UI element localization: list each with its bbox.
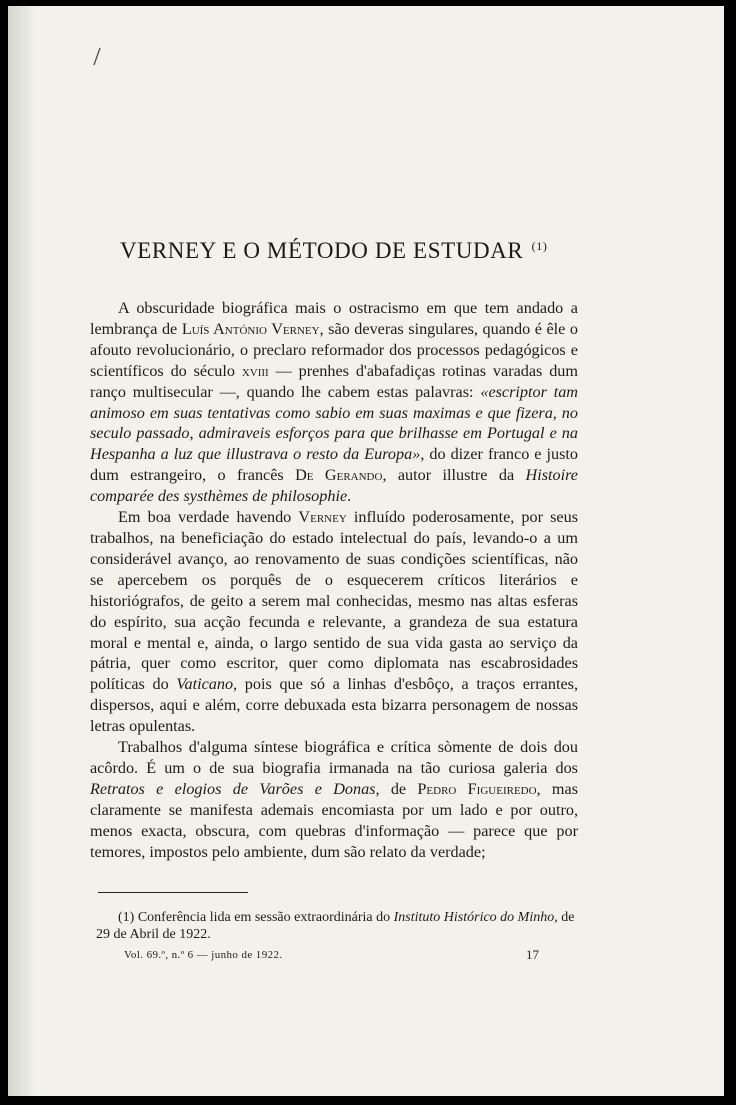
paragraph-text-run: «escriptor tam animoso em suas tentativas como sabio em suas maximas e que fizera, no seculo passado, admiraveis esforços para que brilhasse em Portugal e na Hespanha a luz que illustrava o resto da Europa»: [90, 382, 578, 464]
footnote-text-run: de 29 de Abril de 1922.: [96, 910, 575, 942]
paragraph-text-run: Vaticano,: [176, 675, 238, 694]
paragraph-3: [90, 737, 578, 862]
title-footnote-ref: (1): [531, 239, 548, 253]
paragraph-text-run: Verney: [298, 508, 347, 527]
paragraph-text-run: .: [347, 487, 352, 506]
page-footer-volume: Vol. 69.º, n.º 6 — junho de 1922.: [124, 949, 283, 961]
paragraph-text-run: — prenhes d'abafadiças rotinas varadas dum ranço multisecular —, quando lhe cabem estas palavras:: [90, 361, 578, 401]
paragraph-text-run: A obscuridade biográfica mais o ostracismo em que tem andado a lembrança de: [90, 299, 578, 338]
paragraph-text-run: De Gerando: [295, 466, 383, 485]
pencil-mark-icon: [90, 46, 104, 68]
footnote-separator: [98, 892, 248, 893]
article-body: [90, 298, 578, 862]
footnote-text-run: (1) Conferência lida em sessão extraordinária do: [118, 910, 394, 925]
paragraph-text-run: xviii: [241, 361, 269, 380]
paragraph-text-run: pois que só a linhas d'esbôço, a traços errantes, dispersos, aqui e além, corre debuxada esta bizarra personagem de nossas letras opulentas.: [90, 675, 578, 736]
paragraph-text-run: Retratos e elogios de Varões e Donas,: [90, 779, 380, 798]
paragraph-text-run: de: [379, 779, 418, 798]
paragraph-text-run: influído poderosamente, por seus trabalhos, na beneficiação do estado intelectual do país, levando-o a um considerável avanço, ao renovamento de suas condições scientíficas, não se apercebem os porquês de o esquecerem críticos literários e historiógrafos, de geito a serem mal conhecidas, mesmo nas altas esferas do espírito, sua acção fecunda e relevante, a grandeza de sua estatura moral e mental e, ainda, o largo sentido de sua vida gasta ao serviço da pátria, quer como escritor, quer como diplomata nas escabrosidades políticas do: [90, 508, 578, 694]
document-page: [8, 6, 724, 1096]
paragraph-text-run: , do dizer franco e justo dum estrangeiro, o francês: [90, 445, 578, 485]
article-title: [120, 238, 590, 264]
paragraph-text-run: , mas claramente se manifesta ademais encomiasta por um lado e por outro, menos exacta, obscura, com quebras d'informação — parece que por temores, impostos pelo ambiente, dum são relato da verdade;: [90, 779, 578, 861]
paragraph-text-run: , autor illustre da: [382, 466, 526, 485]
paragraph-text-run: Luís António Verney: [181, 319, 320, 338]
footnote: [96, 909, 580, 943]
page-number: 17: [526, 947, 539, 962]
paragraph-text-run: Pedro Figueiredo: [417, 779, 537, 798]
page-edge-shadow: [8, 6, 36, 1096]
paragraph-2: [90, 507, 578, 737]
paragraph-text-run: Trabalhos d'alguma síntese biográfica e crítica sòmente de dois dou acôrdo. É um o de sua biografia irmanada na tão curiosa galeria dos: [90, 738, 578, 777]
footnote-text-run: Instituto Histórico do Minho,: [393, 910, 558, 925]
paragraph-text-run: Em boa verdade havendo: [118, 508, 299, 527]
article-title-text: VERNEY E O MÉTODO DE ESTUDAR: [120, 238, 524, 263]
paragraph-text-run: Histoire comparée des systhèmes de philosophie: [90, 466, 578, 506]
paragraph-1: [90, 298, 578, 507]
paragraph-text-run: , são deveras singulares, quando é êle o afouto revolucionário, o preclaro reformador dos processos pedagógicos e scientíficos do século: [90, 319, 578, 380]
